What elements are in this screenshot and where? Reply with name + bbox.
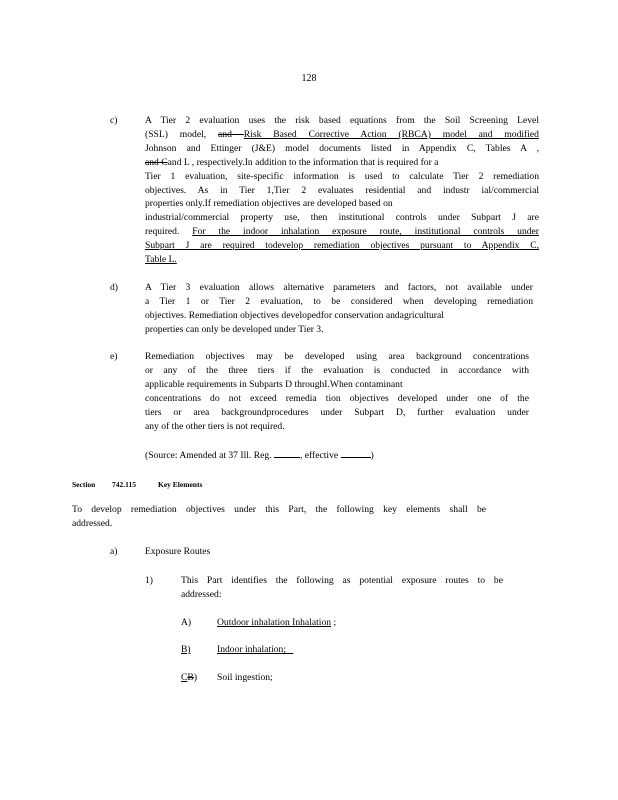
paragraph-1-text bbox=[181, 574, 503, 602]
route-a-text: Outdoor inhalation Inhalation bbox=[217, 617, 332, 628]
item-e-line-6: any of the other tiers is not required. bbox=[145, 420, 285, 432]
item-c-line-11: Table L. bbox=[145, 254, 177, 266]
item-c-line-9: required. For the indoor inhalation exposure route, institutional controls under bbox=[145, 226, 539, 238]
section-number: 742.115 bbox=[112, 480, 136, 489]
source-note: (Source: Amended at 37 Ill. Reg. , effective ) bbox=[145, 450, 374, 461]
intro-line-1: To develop remediation objectives under this Part, the following key elements shall be bbox=[72, 504, 486, 515]
item-d-label: d) bbox=[110, 282, 118, 293]
item-e-line-4: concentrations do not exceed remedia tion objectives developed under one of the bbox=[145, 392, 529, 404]
item-d-line-4: properties can only be developed under Tier 3. bbox=[145, 323, 324, 335]
item-e-line-3: applicable requirements in Subparts D throughI.When contaminant bbox=[145, 378, 403, 390]
intro-line-2: addressed. bbox=[72, 517, 113, 529]
subsection-a bbox=[110, 545, 117, 559]
item-d-line-2: a Tier 1 or Tier 2 evaluation, to be considered when developing remediation bbox=[145, 295, 533, 307]
item-c-line-1: A Tier 2 evaluation uses the risk based equations from the Soil Screening Level bbox=[145, 115, 539, 126]
item-c-line-3: Johnson and Ettinger (J&E) model documents listed in Appendix C, Tables A , bbox=[145, 142, 539, 154]
item-e-label: e) bbox=[110, 351, 118, 362]
item-c-line-2: (SSL) model, and Risk Based Corrective Action (RBCA) model and modified bbox=[145, 128, 539, 140]
blank-effective-date bbox=[341, 448, 371, 458]
route-b-text: Indoor inhalation; bbox=[217, 644, 287, 655]
paragraph-1-line-1: This Part identifies the following as potential exposure routes to be bbox=[181, 575, 503, 586]
section-title: Key Elements bbox=[158, 480, 203, 489]
section-label: Section bbox=[72, 480, 96, 489]
item-c-line-6: objectives. As in Tier 1,Tier 2 evaluates residential and industr ial/commercial bbox=[145, 184, 539, 196]
inserted-text: For the indoor inhalation exposure route, institutional controls under bbox=[192, 226, 539, 238]
item-c-text bbox=[145, 114, 539, 267]
route-b bbox=[217, 643, 293, 657]
struck-text: and bbox=[218, 128, 244, 140]
inserted-text: Risk Based Corrective Action (RBCA) model and modified bbox=[243, 128, 539, 140]
subsection-a-title: Exposure Routes bbox=[145, 546, 211, 557]
route-c-text: Soil ingestion; bbox=[217, 672, 273, 683]
page-number: 128 bbox=[301, 73, 317, 84]
item-d-line-3: objectives. Remediation objectives developedfor conservation andagricultural bbox=[145, 309, 444, 321]
blank-register-number bbox=[274, 448, 300, 458]
item-c-label: c) bbox=[110, 115, 118, 126]
paragraph-1-label: 1) bbox=[145, 575, 153, 586]
item-c-line-7: properties only.If remediation objectives are developed based on bbox=[145, 198, 393, 210]
route-b-label: B) bbox=[181, 644, 191, 655]
item-e-line-1: Remediation objectives may be developed using area background concentrations bbox=[145, 351, 529, 362]
item-c-line-4: and Cand L , respectively.In addition to the information that is required for a bbox=[145, 156, 439, 168]
route-a: Outdoor inhalation Inhalation ; bbox=[217, 617, 337, 628]
item-c-line-8: industrial/commercial property use, then institutional controls under Subpart J are bbox=[145, 212, 539, 224]
intro-paragraph bbox=[72, 503, 486, 531]
item-d-line-1: A Tier 3 evaluation allows alternative parameters and factors, not available under bbox=[145, 282, 533, 293]
item-c-line-10: Subpart J are required todevelop remediation objectives pursuant to Appendix C, bbox=[145, 240, 539, 252]
paragraph-1-line-2: addressed: bbox=[181, 588, 222, 600]
route-a-label: A) bbox=[181, 617, 192, 628]
item-c-line-5: Tier 1 evaluation, site-specific information is used to calculate Tier 2 remediation bbox=[145, 170, 539, 182]
item-d-text bbox=[145, 281, 533, 337]
item-e-line-5: tiers or area backgroundprocedures under Subpart D, further evaluation under bbox=[145, 406, 529, 418]
subsection-a-label: a) bbox=[110, 546, 118, 557]
route-c-label: CB) bbox=[181, 672, 198, 683]
struck-text: and C bbox=[145, 156, 168, 168]
item-e-line-2: or any of the three tiers if the evaluation is conducted in accordance with bbox=[145, 364, 529, 376]
struck-text: B bbox=[187, 672, 194, 683]
item-e-text bbox=[145, 350, 529, 433]
